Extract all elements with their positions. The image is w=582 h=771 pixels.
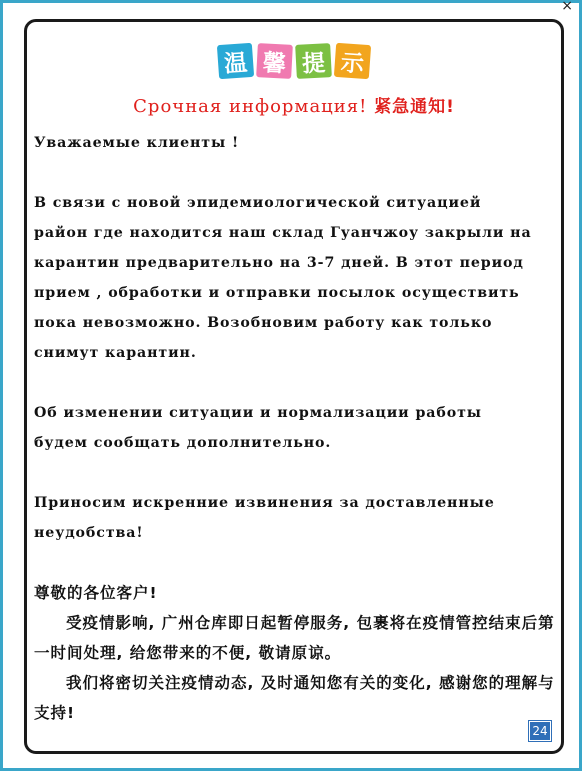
- title-tile-1: 温: [217, 43, 254, 79]
- ru-greeting: Уважаемые клиенты !: [34, 135, 240, 151]
- urgent-heading-ru: Срочная информация!: [133, 96, 368, 117]
- urgent-heading: [27, 92, 561, 117]
- title-tile-3: 提: [295, 43, 332, 79]
- notice-title: [27, 44, 561, 78]
- cn-paragraph-2: 我们将密切关注疫情动态, 及时通知您有关的变化, 感谢您的理解与支持!: [34, 674, 555, 722]
- notice-card: [24, 19, 564, 754]
- cn-greeting: 尊敬的各位客户!: [34, 584, 158, 602]
- ru-paragraph-3: Приносим искренние извинения за доставленные неудобства!: [34, 495, 495, 541]
- urgent-heading-cn: 紧急通知!: [374, 97, 455, 117]
- ru-paragraph-2: Об изменении ситуации и нормализации работы будем сообщать дополнительно.: [34, 405, 482, 451]
- title-tile-2: 馨: [256, 43, 293, 79]
- notice-body: [34, 128, 560, 728]
- ru-paragraph-1: В связи с новой эпидемиологической ситуацией район где находится наш склад Гуанчжоу закрыли на карантин предварительно на 3-7 дней. В этот период прием , обработки и отправки посылок осуществить пока невозможно. Возобновим работу как только снимут карантин.: [34, 195, 532, 361]
- title-tile-4: 示: [334, 43, 371, 79]
- cn-paragraph-1: 受疫情影响, 广州仓库即日起暂停服务, 包裹将在疫情管控结束后第一时间处理, 给您带来的不便, 敬请原谅。: [34, 614, 555, 662]
- close-icon[interactable]: ×: [561, 0, 573, 14]
- page-number-badge: 24: [529, 721, 551, 741]
